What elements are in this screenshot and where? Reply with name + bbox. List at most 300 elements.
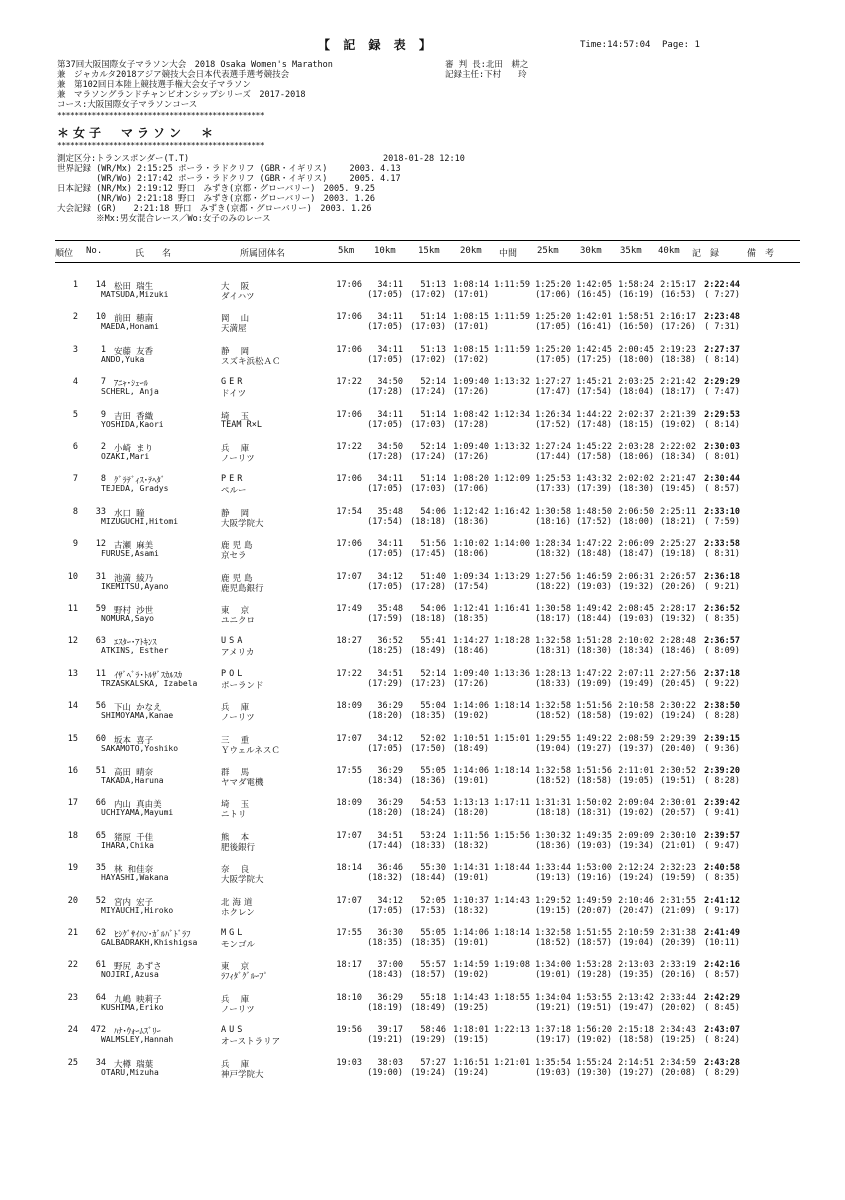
split-time: 2:30:22	[660, 701, 696, 712]
lap-time: (20:16)	[660, 970, 696, 981]
lap-time: (18:20)	[367, 808, 403, 819]
athlete-name-jp: 林 和佳奈	[114, 865, 154, 876]
split-time: 36:29	[377, 766, 403, 776]
team-name: ノーリツ	[221, 454, 255, 464]
lap-time: (18:15)	[618, 419, 654, 430]
athlete-name-jp: ｲｻﾞﾍﾞﾗ･ﾄﾙｻﾞｽｶﾙｽｶ	[114, 670, 183, 681]
split-time: 55:57	[420, 960, 446, 971]
split-time: 36:52	[377, 636, 403, 647]
bib-cell: 52	[95, 895, 106, 906]
split-time: 34:50	[377, 377, 403, 388]
lap-time: (18:32)	[453, 905, 489, 916]
lap-time: ( 7:31)	[704, 322, 740, 333]
rank-cell: 16	[67, 766, 78, 776]
lap-time: (19:02)	[618, 808, 654, 819]
split-time: 2:27:56	[660, 668, 696, 679]
split-time: 1:49:59	[576, 895, 612, 906]
split-time: 1:25:53	[535, 474, 571, 485]
lap-time: (18:49)	[410, 646, 446, 657]
split-time: 1:34:00	[535, 960, 571, 971]
split-time: 1:18:01	[453, 1025, 489, 1036]
team-region: 静 岡	[221, 346, 253, 357]
team-region: GER	[221, 377, 246, 388]
header-line: 兼 マラソングランドチャンピオンシップシリーズ 2017-2018	[57, 90, 306, 100]
lap-time: (17:54)	[367, 516, 403, 527]
split-time: 55:05	[420, 928, 446, 938]
lap-time: ( 8:09)	[704, 646, 740, 657]
split-time: 2:30:52	[660, 766, 696, 776]
table-row	[0, 572, 845, 604]
lap-time: ( 8:57)	[704, 484, 740, 495]
finish-time: 2:39:57	[704, 830, 740, 841]
lap-time: (19:15)	[453, 1035, 489, 1046]
lap-time: (17:48)	[576, 419, 612, 430]
col-25km: 25km	[537, 246, 559, 256]
page-title: 【 記 録 表 】	[318, 38, 434, 52]
split-time: 1:13:36	[494, 668, 530, 679]
team-region: 群 馬	[221, 768, 253, 778]
measure-type: 測定区分:トランスポンダー(T.T)	[57, 154, 190, 164]
lap-time: (17:05)	[367, 484, 403, 495]
lap-time: (18:35)	[367, 938, 403, 948]
lap-time: (19:27)	[618, 1067, 654, 1078]
table-row	[0, 1058, 845, 1090]
lap-time: (18:49)	[453, 743, 489, 754]
split-time: 1:29:55	[535, 733, 571, 744]
bib-cell: 56	[95, 701, 106, 712]
athlete-name-en: WALMSLEY,Hannah	[101, 1035, 174, 1045]
athlete-name-en: UCHIYAMA,Mayumi	[101, 808, 174, 818]
lap-time: (19:59)	[660, 873, 696, 884]
bib-cell: 8	[100, 474, 106, 485]
split-time: 1:33:44	[535, 863, 571, 874]
team-name: ノーリツ	[221, 1004, 255, 1015]
split-time: 18:17	[336, 960, 362, 971]
athlete-name-en: TRZASKALSKA, Izabela	[101, 678, 198, 688]
lap-time: (17:05)	[367, 354, 403, 365]
split-time: 17:55	[336, 928, 362, 938]
team-name: ﾗﾌｨﾀﾞｸﾞﾙｰﾌﾟ	[221, 972, 268, 983]
lap-time: (18:58)	[576, 776, 612, 786]
finish-time: 2:27:37	[704, 344, 740, 355]
rank-cell: 19	[67, 863, 78, 874]
lap-time: (18:04)	[618, 387, 654, 398]
team-name: ノーリツ	[221, 713, 255, 724]
split-time: 1:12:09	[494, 474, 530, 485]
split-time: 1:14:06	[453, 701, 489, 712]
rank-cell: 23	[67, 992, 78, 1003]
athlete-name-jp: 安藤 友香	[114, 346, 154, 357]
split-time: 55:41	[420, 636, 446, 647]
rank-cell: 1	[72, 280, 78, 290]
finish-time: 2:41:12	[704, 895, 740, 906]
lap-time: (18:34)	[367, 776, 403, 786]
split-time: 1:08:15	[453, 312, 489, 323]
split-time: 1:47:22	[576, 539, 612, 550]
col-name: 氏 名	[135, 249, 172, 259]
split-time: 1:12:42	[453, 506, 489, 517]
split-time: 57:27	[420, 1057, 446, 1068]
split-time: 1:08:14	[453, 280, 489, 290]
split-time: 2:15:17	[660, 280, 696, 290]
lap-time: (18:25)	[367, 646, 403, 657]
team-name: ダイハツ	[221, 292, 255, 302]
finish-time: 2:33:58	[704, 539, 740, 550]
bib-cell: 12	[95, 539, 106, 550]
lap-time: ( 8:24)	[704, 1035, 740, 1046]
split-time: 2:11:01	[618, 766, 654, 776]
split-time: 2:33:19	[660, 960, 696, 971]
split-time: 55:18	[420, 992, 446, 1003]
lap-time: (18:43)	[367, 970, 403, 981]
lap-time: (19:32)	[660, 614, 696, 624]
split-time: 1:49:35	[576, 830, 612, 841]
athlete-name-jp: ｴｽﾀｰ･ｱﾄｷﾝｽ	[114, 638, 157, 649]
split-time: 1:18:28	[494, 636, 530, 647]
lap-time: (19:47)	[618, 1002, 654, 1013]
split-time: 1:42:05	[576, 280, 612, 290]
split-time: 1:28:34	[535, 539, 571, 550]
lap-time: (17:44)	[535, 452, 571, 462]
lap-time: (19:03)	[535, 1067, 571, 1078]
split-time: 1:49:42	[576, 604, 612, 614]
table-row	[0, 410, 845, 442]
lap-time: (18:31)	[535, 646, 571, 657]
athlete-name-en: SAKAMOTO,Yoshiko	[101, 743, 179, 753]
lap-time: (16:41)	[576, 322, 612, 333]
split-time: 34:11	[377, 539, 403, 550]
athlete-name-en: SHIMOYAMA,Kanae	[101, 711, 174, 721]
finish-time: 2:23:48	[704, 312, 740, 323]
split-time: 2:15:18	[618, 1025, 654, 1036]
table-row	[0, 1025, 845, 1057]
race-datetime: 2018-01-28 12:10	[383, 154, 465, 164]
lap-time: (19:21)	[367, 1035, 403, 1046]
split-time: 34:11	[377, 312, 403, 323]
bib-cell: 34	[95, 1057, 106, 1068]
rank-cell: 14	[67, 701, 78, 712]
lap-time: (21:09)	[660, 905, 696, 916]
lap-time: (20:40)	[660, 743, 696, 754]
athlete-name-en: HAYASHI,Wakana	[101, 873, 169, 883]
rank-cell: 21	[67, 928, 78, 938]
header-line: 兼 ジャカルタ2018アジア競技大会日本代表選手選考競技会	[57, 70, 290, 80]
split-time: 17:07	[336, 895, 362, 906]
lap-time: (17:39)	[576, 484, 612, 495]
lap-time: (18:19)	[367, 1002, 403, 1013]
team-region: POL	[221, 668, 246, 679]
lap-time: (19:03)	[618, 614, 654, 624]
team-region: 三 重	[221, 735, 253, 746]
lap-time: (17:52)	[576, 516, 612, 527]
split-time: 36:46	[377, 863, 403, 874]
split-time: 2:03:25	[618, 377, 654, 388]
finish-time: 2:29:29	[704, 377, 740, 388]
lap-time: (19:51)	[660, 776, 696, 786]
split-time: 1:21:01	[494, 1057, 530, 1068]
lap-time: (19:16)	[576, 873, 612, 884]
split-time: 2:33:44	[660, 992, 696, 1003]
team-name: 天満屋	[221, 324, 247, 335]
lap-time: ( 7:27)	[704, 290, 740, 300]
lap-time: ( 9:17)	[704, 905, 740, 916]
athlete-name-jp: 前田 穂南	[114, 314, 154, 325]
split-time: 1:53:00	[576, 863, 612, 874]
split-time: 1:26:34	[535, 409, 571, 420]
team-name: アメリカ	[221, 648, 255, 659]
table-row	[0, 312, 845, 344]
lap-time: (18:32)	[367, 873, 403, 884]
finish-time: 2:41:49	[704, 928, 740, 938]
lap-time: (17:47)	[535, 387, 571, 398]
team-region: 大 阪	[221, 282, 253, 292]
lap-time: (19:01)	[453, 873, 489, 884]
table-row	[0, 928, 845, 960]
split-time: 2:25:27	[660, 539, 696, 550]
split-time: 17:06	[336, 344, 362, 355]
split-time: 39:17	[377, 1025, 403, 1036]
split-time: 34:51	[377, 830, 403, 841]
lap-time: (17:26)	[453, 452, 489, 462]
lap-time: (18:06)	[618, 452, 654, 462]
table-header-rule	[55, 262, 800, 263]
split-time: 1:12:41	[453, 604, 489, 614]
lap-time: (19:18)	[660, 549, 696, 560]
bib-cell: 31	[95, 571, 106, 582]
team-region: 鹿児島	[221, 541, 256, 552]
finish-time: 2:37:18	[704, 668, 740, 679]
bib-cell: 14	[95, 280, 106, 290]
split-time: 1:30:58	[535, 604, 571, 614]
split-time: 17:22	[336, 377, 362, 388]
rank-cell: 20	[67, 895, 78, 906]
team-name: ヤマダ電機	[221, 778, 264, 788]
finish-time: 2:39:15	[704, 733, 740, 744]
split-time: 1:14:43	[453, 992, 489, 1003]
lap-time: (17:06)	[453, 484, 489, 495]
rank-cell: 8	[72, 506, 78, 517]
split-time: 17:07	[336, 830, 362, 841]
split-time: 51:14	[420, 312, 446, 323]
bib-cell: 59	[95, 604, 106, 614]
team-region: PER	[221, 474, 246, 485]
team-region: 兵 庫	[221, 1059, 253, 1070]
split-time: 1:34:04	[535, 992, 571, 1003]
lap-time: (17:58)	[576, 452, 612, 462]
split-time: 1:51:56	[576, 766, 612, 776]
lap-time: (19:17)	[535, 1035, 571, 1046]
split-time: 1:18:44	[494, 863, 530, 874]
athlete-name-en: TAKADA,Haruna	[101, 776, 164, 785]
lap-time: (20:08)	[660, 1067, 696, 1078]
lap-time: (18:35)	[410, 938, 446, 948]
lap-time: (18:31)	[576, 808, 612, 819]
lap-time: (18:35)	[410, 711, 446, 722]
split-time: 51:14	[420, 474, 446, 485]
lap-time: (17:05)	[367, 419, 403, 430]
bib-cell: 11	[95, 668, 106, 679]
lap-time: (19:34)	[618, 840, 654, 851]
lap-time: (20:26)	[660, 581, 696, 592]
split-time: 1:16:41	[494, 604, 530, 614]
split-time: 1:27:27	[535, 377, 571, 388]
split-time: 17:06	[336, 539, 362, 550]
split-time: 1:10:02	[453, 539, 489, 550]
lap-time: (17:02)	[410, 354, 446, 365]
lap-time: (18:57)	[576, 938, 612, 948]
athlete-name-en: IKEMITSU,Ayano	[101, 581, 169, 591]
split-time: 1:18:14	[494, 928, 530, 938]
split-time: 36:30	[377, 928, 403, 938]
lap-time: (17:26)	[453, 678, 489, 689]
lap-time: (19:03)	[576, 581, 612, 592]
split-time: 2:34:59	[660, 1057, 696, 1068]
chief-referee: 審 判 長:北田 耕之	[445, 60, 529, 70]
athlete-name-jp: ｸﾞﾗﾃﾞｨｽ･ﾃﾍﾀﾞ	[114, 476, 166, 487]
bib-cell: 2	[100, 442, 106, 452]
split-time: 1:14:06	[453, 766, 489, 776]
split-time: 1:42:01	[576, 312, 612, 323]
lap-time: (18:06)	[453, 549, 489, 560]
split-time: 53:24	[420, 830, 446, 841]
finish-time: 2:22:44	[704, 280, 740, 290]
lap-time: (17:05)	[535, 322, 571, 333]
lap-time: (18:30)	[618, 484, 654, 495]
split-time: 1:55:24	[576, 1057, 612, 1068]
lap-time: (19:51)	[576, 1002, 612, 1013]
split-time: 1:17:11	[494, 798, 530, 809]
lap-time: (17:33)	[535, 484, 571, 495]
lap-time: (18:17)	[535, 614, 571, 624]
athlete-name-jp: 松田 瑞生	[114, 282, 154, 292]
lap-time: (17:03)	[410, 484, 446, 495]
team-region: 奈 良	[221, 865, 253, 876]
lap-time: ( 8:57)	[704, 970, 740, 981]
table-row	[0, 960, 845, 992]
team-region: 兵 庫	[221, 444, 253, 454]
table-row	[0, 669, 845, 701]
athlete-name-jp: ﾋｼｸﾞｻｲﾊﾝ･ｶﾞﾙﾊﾞﾄﾞﾗﾌ	[114, 930, 191, 940]
table-row	[0, 831, 845, 863]
table-row	[0, 539, 845, 571]
lap-time: (18:32)	[453, 840, 489, 851]
lap-time: (17:05)	[367, 322, 403, 333]
split-time: 2:28:48	[660, 636, 696, 647]
split-time: 55:05	[420, 766, 446, 776]
lap-time: (16:45)	[576, 290, 612, 300]
split-time: 1:56:20	[576, 1025, 612, 1036]
team-name: ドイツ	[221, 389, 247, 400]
rank-cell: 17	[67, 798, 78, 809]
split-time: 2:29:39	[660, 733, 696, 744]
records-chief: 記録主任:下村 玲	[445, 70, 527, 80]
split-time: 1:51:55	[576, 928, 612, 938]
finish-time: 2:30:03	[704, 442, 740, 452]
split-time: 1:12:34	[494, 409, 530, 420]
team-name: ホクレン	[221, 907, 255, 918]
athlete-name-en: IHARA,Chika	[101, 840, 154, 850]
team-region: 熊 本	[221, 832, 253, 843]
split-time: 34:11	[377, 474, 403, 485]
rank-cell: 24	[67, 1025, 78, 1036]
record-line: (NR/Wo) 2:21:18 野口 みずき(京都・グローバリー) 2003. 1.26	[57, 194, 375, 204]
lap-time: (19:25)	[660, 1035, 696, 1046]
lap-time: (16:19)	[618, 290, 654, 300]
split-time: 1:47:22	[576, 668, 612, 679]
athlete-name-jp: 宮内 宏子	[114, 897, 154, 908]
split-time: 2:08:59	[618, 733, 654, 744]
athlete-name-en: TEJEDA, Gradys	[101, 484, 169, 494]
lap-time: (18:57)	[410, 970, 446, 981]
split-time: 2:21:39	[660, 409, 696, 420]
split-time: 2:07:11	[618, 668, 654, 679]
split-time: 1:18:55	[494, 992, 530, 1003]
team-name: オーストラリア	[221, 1037, 281, 1048]
split-time: 1:13:29	[494, 571, 530, 582]
table-row	[0, 280, 845, 312]
lap-time: ( 8:31)	[704, 549, 740, 560]
split-time: 1:11:59	[494, 344, 530, 355]
lap-time: ( 8:29)	[704, 1067, 740, 1078]
split-time: 54:06	[420, 604, 446, 614]
athlete-name-jp: 野村 沙世	[114, 606, 154, 616]
athlete-name-en: ATKINS, Esther	[101, 646, 169, 656]
split-time: 1:49:22	[576, 733, 612, 744]
split-time: 1:30:58	[535, 506, 571, 517]
split-time: 35:48	[377, 506, 403, 517]
col-35km: 35km	[620, 246, 642, 256]
lap-time: (17:05)	[367, 549, 403, 560]
lap-time: (19:21)	[535, 1002, 571, 1013]
split-time: 1:27:56	[535, 571, 571, 582]
split-time: 1:32:58	[535, 766, 571, 776]
split-time: 17:06	[336, 280, 362, 290]
bib-cell: 64	[95, 992, 106, 1003]
split-time: 51:14	[420, 409, 446, 420]
lap-time: (17:03)	[410, 322, 446, 333]
table-row	[0, 798, 845, 830]
table-row	[0, 604, 845, 636]
rank-cell: 10	[67, 571, 78, 582]
split-time: 1:45:22	[576, 442, 612, 452]
lap-time: (17:05)	[367, 581, 403, 592]
bib-cell: 9	[100, 409, 106, 420]
athlete-name-en: NOMURA,Sayo	[101, 614, 154, 623]
lap-time: (19:24)	[660, 711, 696, 722]
finish-time: 2:30:44	[704, 474, 740, 485]
athlete-name-jp: 野尻 あずさ	[114, 962, 162, 973]
split-time: 2:26:57	[660, 571, 696, 582]
athlete-name-jp: ｱﾆｬ･ｼｪｰﾙ	[114, 379, 149, 390]
split-time: 55:04	[420, 701, 446, 712]
split-time: 2:19:23	[660, 344, 696, 355]
header-line: 兼 第102回日本陸上競技選手権大会女子マラソン	[57, 80, 251, 90]
lap-time: (17:28)	[453, 419, 489, 430]
bib-cell: 1	[100, 344, 106, 355]
lap-time: ( 9:36)	[704, 743, 740, 754]
record-line: 大会記録 (GR) 2:21:18 野口 みずき(京都・グローバリー) 2003. 1.26	[57, 204, 372, 214]
col-rank: 順位	[55, 249, 74, 259]
lap-time: (17:05)	[367, 905, 403, 916]
split-time: 18:14	[336, 863, 362, 874]
lap-time: (17:44)	[367, 840, 403, 851]
lap-time: (18:00)	[618, 516, 654, 527]
lap-time: (17:05)	[367, 290, 403, 300]
lap-time: (20:39)	[660, 938, 696, 948]
lap-time: (17:01)	[453, 290, 489, 300]
lap-time: (17:24)	[410, 387, 446, 398]
lap-time: (18:22)	[535, 581, 571, 592]
